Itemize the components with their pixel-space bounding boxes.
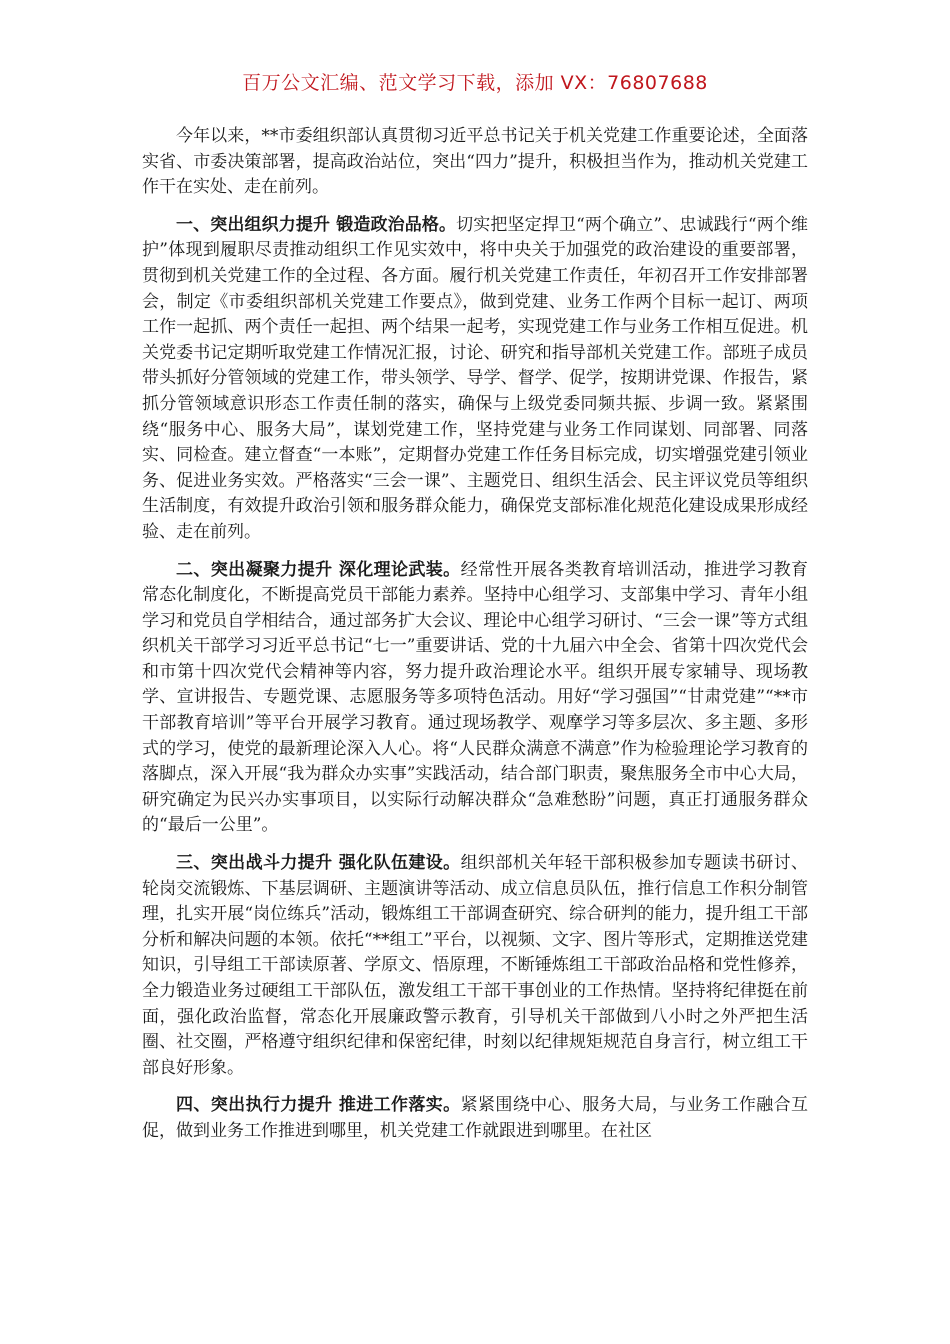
watermark-banner: 百万公文汇编、范文学习下载，添加 VX：76807688: [242, 72, 708, 94]
section-2-paragraph: [142, 558, 808, 840]
section-1-paragraph: [142, 213, 808, 546]
section-4-heading: 四、突出执行力提升 推进工作落实。: [176, 1095, 461, 1116]
section-4-body: 紧紧围绕中心、服务大局，与业务工作融合互促，做到业务工作推进到哪里，机关党建工作就跟进到哪里。在社区: [142, 1095, 809, 1141]
section-4-paragraph: [142, 1093, 808, 1144]
intro-paragraph: 今年以来，**市委组织部认真贯彻习近平总书记关于机关党建工作重要论述，全面落实省、市委决策部署，提高政治站位，突出“四力”提升，积极担当作为，推动机关党建工作干在实处、走在前列。: [142, 126, 808, 198]
section-3-heading: 三、突出战斗力提升 强化队伍建设。: [176, 853, 461, 874]
document-body: [142, 124, 808, 1157]
section-1-heading: 一、突出组织力提升 锻造政治品格。: [176, 214, 457, 235]
section-2-body: 经常性开展各类教育培训活动，推进学习教育常态化制度化，不断提高党员干部能力素养。坚持中心组学习、支部集中学习、青年小组学习和党员自学相结合，通过部务扩大会议、理论中心组学习研讨、“三会一课”等方式组织机关干部学习习近平总书记“七一”重要讲话、党的十九届六中全会、省第十四次党代会和市第十四次党代会精神等内容，努力提升政治理论水平。组织开展专家辅导、现场教学、宣讲报告、专题党课、志愿服务等多项特色活动。用好“学习强国”“甘肃党建”“**市干部教育培训”等平台开展学习教育。通过现场教学、观摩学习等多层次、多主题、多形式的学习，使党的最新理论深入人心。将“人民群众满意不满意”作为检验理论学习教育的落脚点，深入开展“我为群众办实事”实践活动，结合部门职责，聚焦服务全市中心大局，研究确定为民兴办实事项目，以实际行动解决群众“急难愁盼”问题，真正打通服务群众的“最后一公里”。: [142, 559, 809, 836]
section-1-body: 切实把坚定捍卫“两个确立”、忠诚践行“两个维护”体现到履职尽责推动组织工作见实效中，将中央关于加强党的政治建设的重要部署，贯彻到机关党建工作的全过程、各方面。履行机关党建工作责任，年初召开工作安排部署会，制定《市委组织部机关党建工作要点》，做到党建、业务工作两个目标一起订、两项工作一起抓、两个责任一起担、两个结果一起考，实现党建工作与业务工作相互促进。机关党委书记定期听取党建工作情况汇报，讨论、研究和指导部机关党建工作。部班子成员带头抓好分管领域的党建工作，带头领学、导学、督学、促学，按期讲党课、作报告，紧抓分管领域意识形态工作责任制的落实，确保与上级党委同频共振、步调一致。紧紧围绕“服务中心、服务大局”，谋划党建工作，坚持党建与业务工作同谋划、同部署、同落实、同检查。建立督查“一本账”，定期督办党建工作任务目标完成，切实增强党建引领业务、促进业务实效。严格落实“三会一课”、主题党日、组织生活会、民主评议党员等组织生活制度，有效提升政治引领和服务群众能力，确保党支部标准化规范化建设成果形成经验、走在前列。: [142, 214, 808, 542]
section-2-heading: 二、突出凝聚力提升 深化理论武装。: [176, 559, 461, 580]
section-3-body: 组织部机关年轻干部积极参加专题读书研讨、轮岗交流锻炼、下基层调研、主题演讲等活动、成立信息员队伍，推行信息工作积分制管理，扎实开展“岗位练兵”活动，锻炼组工干部调查研究、综合研判的能力，提升组工干部分析和解决问题的本领。依托“**组工”平台，以视频、文字、图片等形式，定期推送党建知识，引导组工干部读原著、学原文、悟原理，不断锤炼组工干部政治品格和党性修养，全力锻造业务过硬组工干部队伍，激发组工干部干事创业的工作热情。坚持将纪律挺在前面，强化政治监督，常态化开展廉政警示教育，引导机关干部做到八小时之外严把生活圈、社交圈，严格遵守组织纪律和保密纪律，时刻以纪律规矩规范自身言行，树立组工干部良好形象。: [142, 853, 809, 1078]
section-3-paragraph: [142, 851, 808, 1081]
